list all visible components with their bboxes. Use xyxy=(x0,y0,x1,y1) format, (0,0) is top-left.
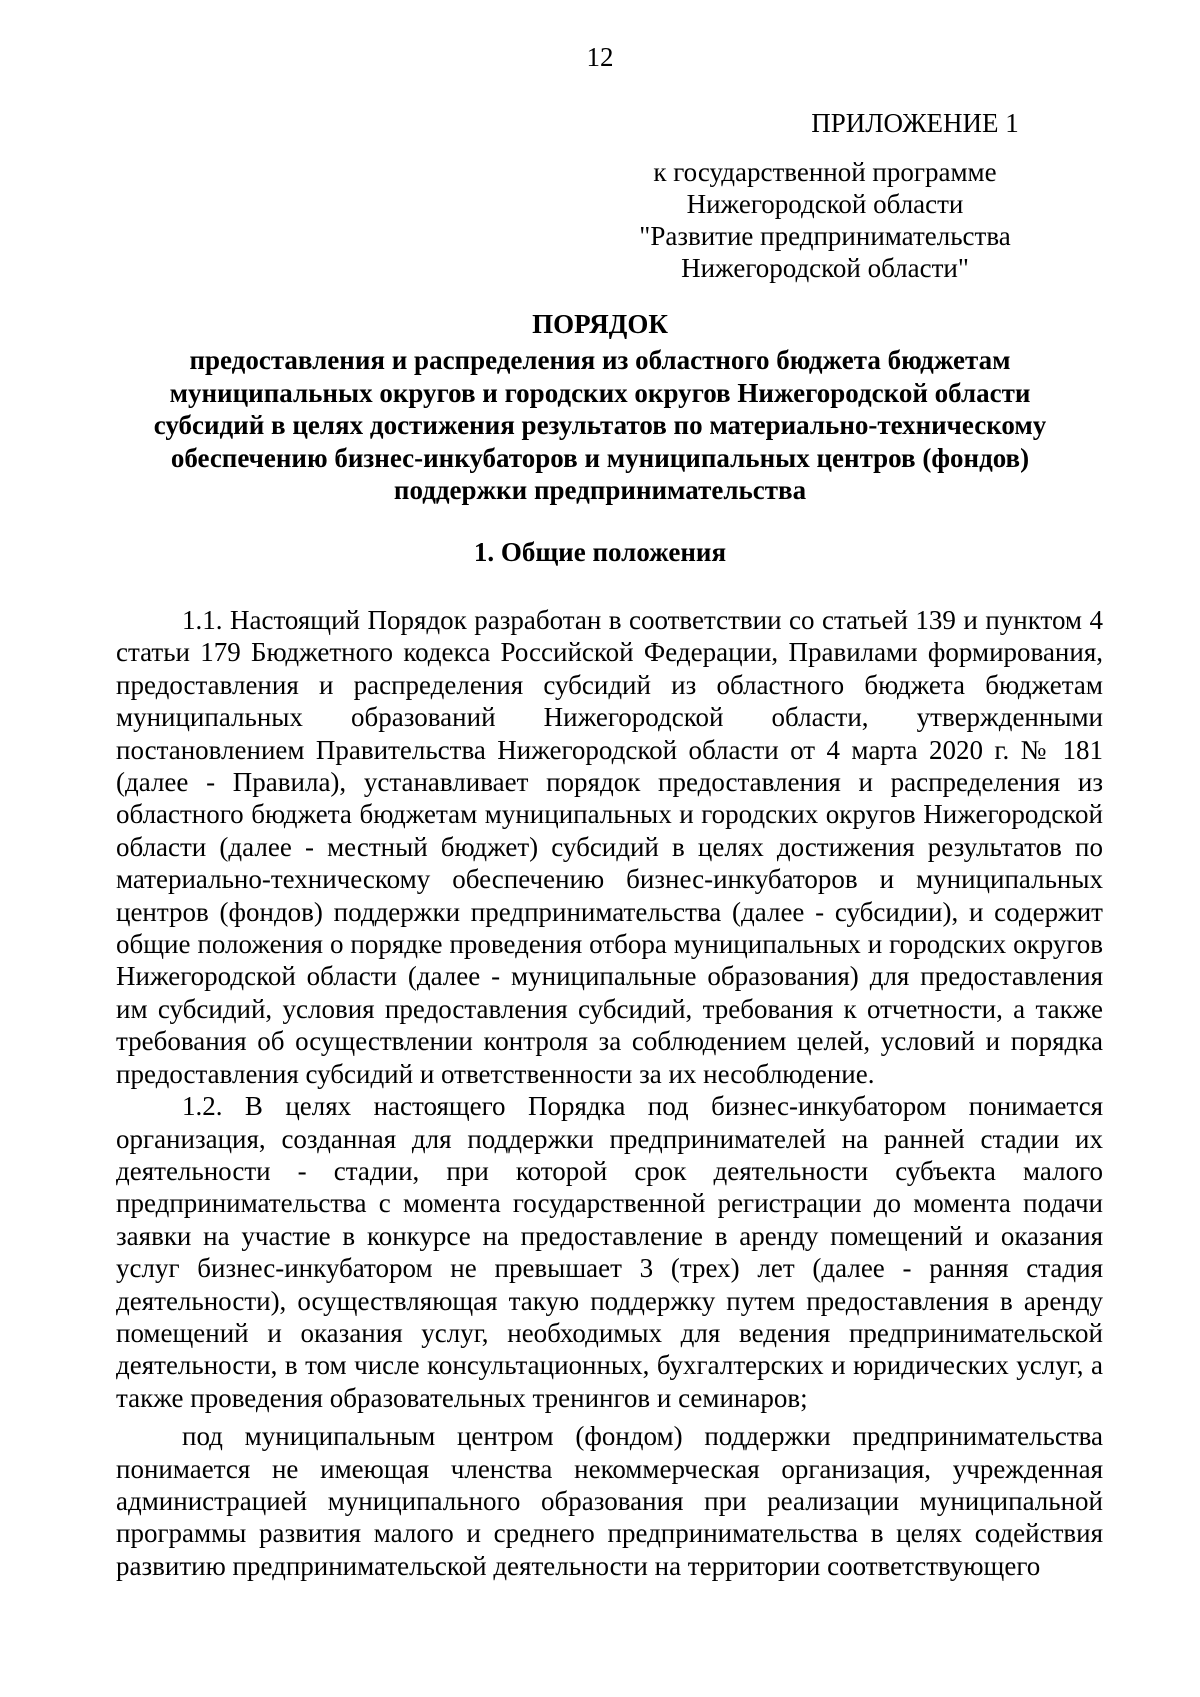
paragraph-1-2: 1.2. В целях настоящего Порядка под бизнес-инкубатором понимается организация, созданная для поддержки предпринимателей на ранней стадии их деятельности - стадии, при которой срок деятельности субъекта малого предпринимательства с момента государственной регистрации до момента подачи заявки на участие в конкурсе на предоставление в аренду помещений и оказания услуг бизнес-инкубатором не превышает 3 (трех) лет (далее - ранняя стадия деятельности), осуществляющая такую поддержку путем предоставления в аренду помещений и оказания услуг, необходимых для ведения предпринимательской деятельности, в том числе консультационных, бухгалтерских и юридических услуг, а также проведения образовательных тренингов и семинаров; xyxy=(116,1091,1103,1413)
paragraph-definition-center: под муниципальным центром (фондом) поддержки предпринимательства понимается не имеющая членства некоммерческая организация, учрежденная администрацией муниципального образования при реализации муниципальной программы развития малого и среднего предпринимательства в целях содействия развитию предпринимательской деятельности на территории соответствующего xyxy=(116,1421,1103,1581)
section-heading: 1. Общие положения xyxy=(473,537,727,567)
subtitle-line: субсидий в целях достижения результатов по материально-техническому xyxy=(153,410,1047,440)
document-subtitle xyxy=(0,344,1200,507)
subtitle-line: обеспечению бизнес-инкубаторов и муниципальных центров (фондов) xyxy=(170,442,1030,473)
page-number: 12 xyxy=(586,42,614,72)
appendix-line: к государственной программе xyxy=(653,157,997,187)
appendix-line: Нижегородской области" xyxy=(681,253,969,283)
appendix-line: "Развитие предпринимательства xyxy=(639,221,1011,251)
subtitle-line: предоставления и распределения из областного бюджета бюджетам xyxy=(189,345,1011,375)
document-title: ПОРЯДОК xyxy=(532,309,668,339)
subtitle-line: муниципальных округов и городских округов Нижегородской области xyxy=(169,377,1031,408)
appendix-title: ПРИЛОЖЕНИЕ 1 xyxy=(811,108,1019,138)
paragraph-1-1: 1.1. Настоящий Порядок разработан в соответствии со статьей 139 и пунктом 4 статьи 179 Бюджетного кодекса Российской Федерации, Правилами формирования, предоставления и распределения субсидий из областного бюджета бюджетам муниципальных образований Нижегородской области, утвержденными постановлением Правительства Нижегородской области от 4 марта 2020 г. № 181 (далее - Правила), устанавливает порядок предоставления и распределения из областного бюджета бюджетам муниципальных и городских округов Нижегородской области (далее - местный бюджет) субсидий в целях достижения результатов по материально-техническому обеспечению бизнес-инкубаторов и муниципальных центров (фондов) поддержки предпринимательства (далее - субсидии), и содержит общие положения о порядке проведения отбора муниципальных и городских округов Нижегородской области (далее - муниципальные образования) для предоставления им субсидий, условия предоставления субсидий, требования к отчетности, а также требования об осуществлении контроля за соблюдением целей, условий и порядка предоставления субсидий и ответственности за их несоблюдение. xyxy=(116,605,1103,1089)
section-body xyxy=(116,604,1103,1582)
subtitle-line: поддержки предпринимательства xyxy=(393,475,807,505)
appendix-line: Нижегородской области xyxy=(686,189,964,219)
appendix-reference xyxy=(590,156,1060,284)
